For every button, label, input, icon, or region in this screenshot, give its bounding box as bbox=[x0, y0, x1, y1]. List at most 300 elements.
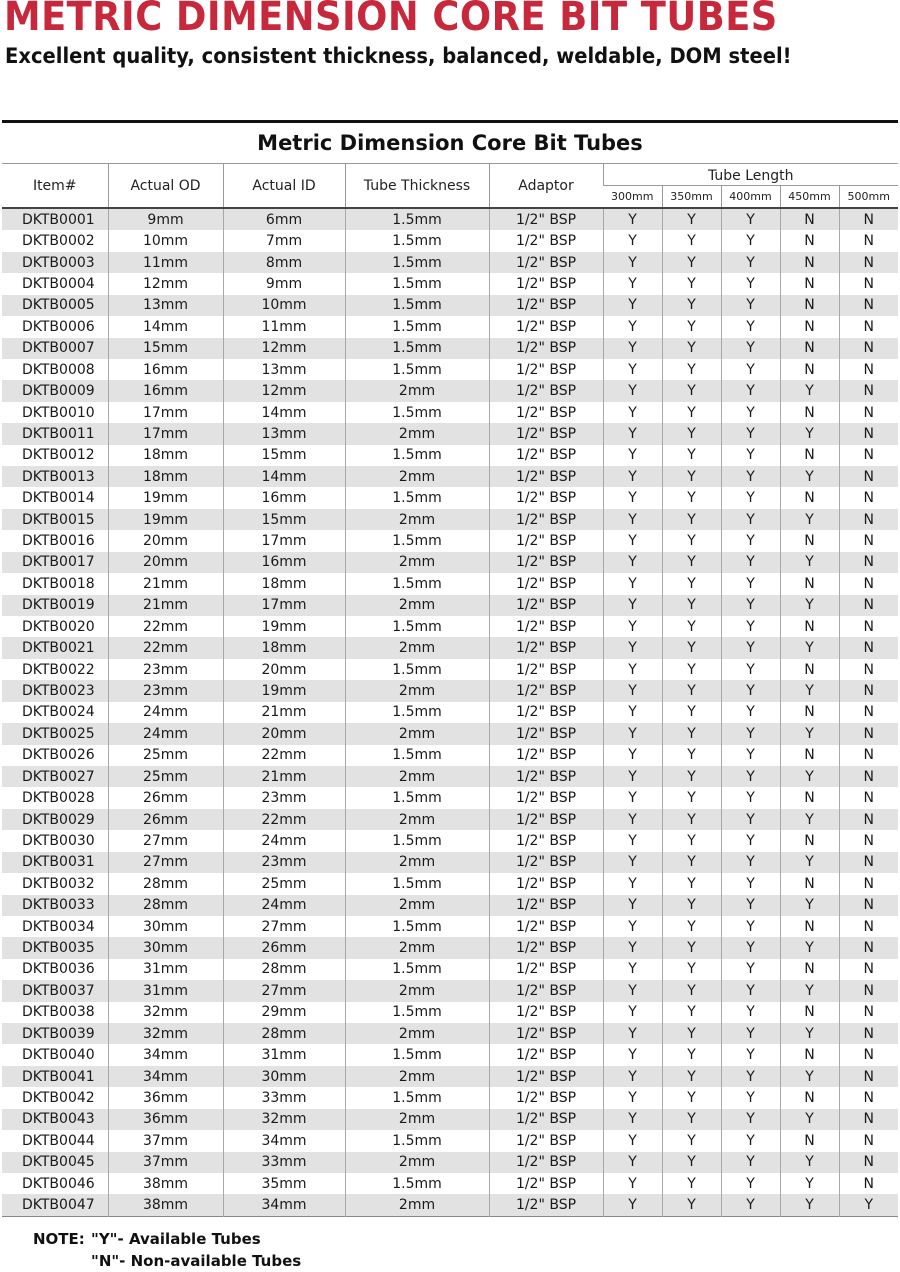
len-350-cell: Y bbox=[662, 445, 721, 466]
thickness-cell: 1.5mm bbox=[345, 445, 489, 466]
len-350-cell: Y bbox=[662, 809, 721, 830]
len-300-cell: Y bbox=[603, 937, 662, 958]
table-row bbox=[2, 873, 898, 894]
adaptor-cell: 1/2" BSP bbox=[489, 573, 603, 594]
len-450-cell: Y bbox=[780, 1109, 839, 1130]
id-cell: 22mm bbox=[223, 745, 345, 766]
thickness-cell: 2mm bbox=[345, 466, 489, 487]
len-350-cell: Y bbox=[662, 573, 721, 594]
thickness-cell: 1.5mm bbox=[345, 273, 489, 294]
len-400-cell: Y bbox=[721, 959, 780, 980]
id-cell: 32mm bbox=[223, 1109, 345, 1130]
item-cell: DKTB0004 bbox=[2, 273, 108, 294]
len-300-cell: Y bbox=[603, 445, 662, 466]
len-450-cell: Y bbox=[780, 637, 839, 658]
item-cell: DKTB0026 bbox=[2, 745, 108, 766]
od-cell: 37mm bbox=[108, 1130, 223, 1151]
adaptor-cell: 1/2" BSP bbox=[489, 616, 603, 637]
id-cell: 28mm bbox=[223, 959, 345, 980]
len-500-cell: N bbox=[839, 659, 898, 680]
len-400-cell: Y bbox=[721, 552, 780, 573]
thickness-cell: 1.5mm bbox=[345, 702, 489, 723]
len-500-cell: N bbox=[839, 895, 898, 916]
len-300-cell: Y bbox=[603, 1109, 662, 1130]
od-cell: 38mm bbox=[108, 1173, 223, 1194]
len-300-cell: Y bbox=[603, 423, 662, 444]
len-500-cell: N bbox=[839, 830, 898, 851]
thickness-cell: 2mm bbox=[345, 1109, 489, 1130]
table-row bbox=[2, 616, 898, 637]
table-row bbox=[2, 552, 898, 573]
table-row bbox=[2, 1109, 898, 1130]
len-300-cell: Y bbox=[603, 787, 662, 808]
len-400-cell: Y bbox=[721, 252, 780, 273]
len-350-cell: Y bbox=[662, 980, 721, 1001]
item-cell: DKTB0002 bbox=[2, 230, 108, 251]
len-300-cell: Y bbox=[603, 552, 662, 573]
note-line-unavailable: "N"- Non-available Tubes bbox=[91, 1252, 302, 1270]
od-cell: 13mm bbox=[108, 295, 223, 316]
od-cell: 34mm bbox=[108, 1044, 223, 1065]
len-400-cell: Y bbox=[721, 1044, 780, 1065]
od-cell: 20mm bbox=[108, 530, 223, 551]
len-300-cell: Y bbox=[603, 1152, 662, 1173]
len-500-cell: N bbox=[839, 937, 898, 958]
table-row bbox=[2, 1023, 898, 1044]
id-cell: 9mm bbox=[223, 273, 345, 294]
len-300-cell: Y bbox=[603, 509, 662, 530]
item-cell: DKTB0007 bbox=[2, 338, 108, 359]
item-cell: DKTB0028 bbox=[2, 787, 108, 808]
len-400-cell: Y bbox=[721, 487, 780, 508]
len-400-cell: Y bbox=[721, 1066, 780, 1087]
len-450-cell: N bbox=[780, 873, 839, 894]
len-400-cell: Y bbox=[721, 787, 780, 808]
id-cell: 35mm bbox=[223, 1173, 345, 1194]
thickness-cell: 1.5mm bbox=[345, 359, 489, 380]
table-row bbox=[2, 852, 898, 873]
id-cell: 34mm bbox=[223, 1130, 345, 1151]
id-cell: 19mm bbox=[223, 616, 345, 637]
thickness-cell: 2mm bbox=[345, 380, 489, 401]
len-450-cell: N bbox=[780, 787, 839, 808]
table-row bbox=[2, 509, 898, 530]
id-cell: 26mm bbox=[223, 937, 345, 958]
note-label: NOTE: bbox=[33, 1230, 85, 1248]
od-cell: 34mm bbox=[108, 1066, 223, 1087]
adaptor-cell: 1/2" BSP bbox=[489, 937, 603, 958]
len-350-cell: Y bbox=[662, 316, 721, 337]
thickness-cell: 2mm bbox=[345, 980, 489, 1001]
len-450-cell: Y bbox=[780, 466, 839, 487]
adaptor-cell: 1/2" BSP bbox=[489, 895, 603, 916]
table-row bbox=[2, 338, 898, 359]
len-350-cell: Y bbox=[662, 766, 721, 787]
adaptor-cell: 1/2" BSP bbox=[489, 316, 603, 337]
id-cell: 33mm bbox=[223, 1087, 345, 1108]
len-500-cell: N bbox=[839, 380, 898, 401]
len-450-cell: Y bbox=[780, 1152, 839, 1173]
od-cell: 25mm bbox=[108, 745, 223, 766]
table-row bbox=[2, 830, 898, 851]
col-header-length: 450mm bbox=[780, 186, 839, 209]
thickness-cell: 1.5mm bbox=[345, 230, 489, 251]
len-500-cell: N bbox=[839, 530, 898, 551]
adaptor-cell: 1/2" BSP bbox=[489, 916, 603, 937]
len-450-cell: N bbox=[780, 573, 839, 594]
item-cell: DKTB0046 bbox=[2, 1173, 108, 1194]
len-400-cell: Y bbox=[721, 1087, 780, 1108]
len-350-cell: Y bbox=[662, 1130, 721, 1151]
thickness-cell: 1.5mm bbox=[345, 745, 489, 766]
len-300-cell: Y bbox=[603, 273, 662, 294]
od-cell: 20mm bbox=[108, 552, 223, 573]
thickness-cell: 2mm bbox=[345, 1066, 489, 1087]
len-400-cell: Y bbox=[721, 830, 780, 851]
od-cell: 22mm bbox=[108, 637, 223, 658]
len-300-cell: Y bbox=[603, 380, 662, 401]
len-500-cell: N bbox=[839, 852, 898, 873]
len-500-cell: N bbox=[839, 723, 898, 744]
len-500-cell: N bbox=[839, 230, 898, 251]
item-cell: DKTB0038 bbox=[2, 1002, 108, 1023]
od-cell: 30mm bbox=[108, 916, 223, 937]
len-350-cell: Y bbox=[662, 873, 721, 894]
len-450-cell: Y bbox=[780, 1066, 839, 1087]
len-300-cell: Y bbox=[603, 680, 662, 701]
table-row bbox=[2, 487, 898, 508]
thickness-cell: 2mm bbox=[345, 895, 489, 916]
thickness-cell: 1.5mm bbox=[345, 830, 489, 851]
len-350-cell: Y bbox=[662, 702, 721, 723]
tube-table bbox=[2, 163, 898, 1217]
id-cell: 24mm bbox=[223, 895, 345, 916]
table-row bbox=[2, 1130, 898, 1151]
id-cell: 7mm bbox=[223, 230, 345, 251]
col-header-length: 300mm bbox=[603, 186, 662, 209]
id-cell: 15mm bbox=[223, 509, 345, 530]
len-400-cell: Y bbox=[721, 595, 780, 616]
id-cell: 24mm bbox=[223, 830, 345, 851]
len-300-cell: Y bbox=[603, 809, 662, 830]
table-row bbox=[2, 787, 898, 808]
id-cell: 27mm bbox=[223, 916, 345, 937]
len-450-cell: N bbox=[780, 702, 839, 723]
table-row bbox=[2, 680, 898, 701]
id-cell: 10mm bbox=[223, 295, 345, 316]
adaptor-cell: 1/2" BSP bbox=[489, 637, 603, 658]
len-400-cell: Y bbox=[721, 873, 780, 894]
len-400-cell: Y bbox=[721, 745, 780, 766]
table-row bbox=[2, 595, 898, 616]
od-cell: 24mm bbox=[108, 702, 223, 723]
item-cell: DKTB0041 bbox=[2, 1066, 108, 1087]
len-350-cell: Y bbox=[662, 359, 721, 380]
item-cell: DKTB0003 bbox=[2, 252, 108, 273]
adaptor-cell: 1/2" BSP bbox=[489, 380, 603, 401]
len-300-cell: Y bbox=[603, 466, 662, 487]
len-300-cell: Y bbox=[603, 338, 662, 359]
len-450-cell: Y bbox=[780, 380, 839, 401]
len-350-cell: Y bbox=[662, 637, 721, 658]
len-300-cell: Y bbox=[603, 637, 662, 658]
od-cell: 31mm bbox=[108, 959, 223, 980]
len-500-cell: N bbox=[839, 316, 898, 337]
id-cell: 18mm bbox=[223, 637, 345, 658]
table-row bbox=[2, 702, 898, 723]
table-row bbox=[2, 745, 898, 766]
len-350-cell: Y bbox=[662, 402, 721, 423]
table-row bbox=[2, 937, 898, 958]
adaptor-cell: 1/2" BSP bbox=[489, 1194, 603, 1216]
table-row bbox=[2, 208, 898, 230]
item-cell: DKTB0017 bbox=[2, 552, 108, 573]
len-300-cell: Y bbox=[603, 402, 662, 423]
adaptor-cell: 1/2" BSP bbox=[489, 402, 603, 423]
item-cell: DKTB0016 bbox=[2, 530, 108, 551]
len-350-cell: Y bbox=[662, 937, 721, 958]
thickness-cell: 1.5mm bbox=[345, 1087, 489, 1108]
item-cell: DKTB0029 bbox=[2, 809, 108, 830]
len-300-cell: Y bbox=[603, 659, 662, 680]
adaptor-cell: 1/2" BSP bbox=[489, 208, 603, 230]
table-row bbox=[2, 573, 898, 594]
len-500-cell: N bbox=[839, 1044, 898, 1065]
col-group-tube-length: Tube Length bbox=[603, 164, 898, 186]
availability-note bbox=[33, 1228, 301, 1272]
table-body bbox=[2, 208, 898, 1216]
len-350-cell: Y bbox=[662, 595, 721, 616]
page-subtitle: Excellent quality, consistent thickness, balanced, weldable, DOM steel! bbox=[5, 44, 792, 68]
od-cell: 31mm bbox=[108, 980, 223, 1001]
thickness-cell: 1.5mm bbox=[345, 295, 489, 316]
len-300-cell: Y bbox=[603, 959, 662, 980]
len-500-cell: N bbox=[839, 787, 898, 808]
item-cell: DKTB0024 bbox=[2, 702, 108, 723]
len-350-cell: Y bbox=[662, 745, 721, 766]
table-row bbox=[2, 959, 898, 980]
thickness-cell: 2mm bbox=[345, 595, 489, 616]
col-header-actual-id: Actual ID bbox=[223, 164, 345, 209]
len-450-cell: Y bbox=[780, 680, 839, 701]
table-row bbox=[2, 530, 898, 551]
len-400-cell: Y bbox=[721, 380, 780, 401]
len-350-cell: Y bbox=[662, 1023, 721, 1044]
id-cell: 6mm bbox=[223, 208, 345, 230]
od-cell: 26mm bbox=[108, 809, 223, 830]
id-cell: 16mm bbox=[223, 552, 345, 573]
len-350-cell: Y bbox=[662, 295, 721, 316]
id-cell: 12mm bbox=[223, 380, 345, 401]
len-350-cell: Y bbox=[662, 252, 721, 273]
adaptor-cell: 1/2" BSP bbox=[489, 338, 603, 359]
item-cell: DKTB0020 bbox=[2, 616, 108, 637]
od-cell: 37mm bbox=[108, 1152, 223, 1173]
len-400-cell: Y bbox=[721, 402, 780, 423]
len-500-cell: N bbox=[839, 273, 898, 294]
len-450-cell: Y bbox=[780, 766, 839, 787]
len-500-cell: N bbox=[839, 487, 898, 508]
id-cell: 25mm bbox=[223, 873, 345, 894]
len-400-cell: Y bbox=[721, 359, 780, 380]
len-500-cell: N bbox=[839, 745, 898, 766]
od-cell: 32mm bbox=[108, 1002, 223, 1023]
id-cell: 14mm bbox=[223, 402, 345, 423]
len-500-cell: N bbox=[839, 702, 898, 723]
item-cell: DKTB0018 bbox=[2, 573, 108, 594]
table-row bbox=[2, 1152, 898, 1173]
item-cell: DKTB0043 bbox=[2, 1109, 108, 1130]
len-500-cell: N bbox=[839, 466, 898, 487]
len-450-cell: Y bbox=[780, 852, 839, 873]
len-350-cell: Y bbox=[662, 487, 721, 508]
len-300-cell: Y bbox=[603, 1044, 662, 1065]
len-450-cell: N bbox=[780, 338, 839, 359]
od-cell: 27mm bbox=[108, 830, 223, 851]
len-300-cell: Y bbox=[603, 702, 662, 723]
thickness-cell: 2mm bbox=[345, 766, 489, 787]
table-row bbox=[2, 637, 898, 658]
len-450-cell: N bbox=[780, 530, 839, 551]
od-cell: 12mm bbox=[108, 273, 223, 294]
thickness-cell: 1.5mm bbox=[345, 487, 489, 508]
len-450-cell: N bbox=[780, 959, 839, 980]
len-300-cell: Y bbox=[603, 1002, 662, 1023]
len-300-cell: Y bbox=[603, 573, 662, 594]
od-cell: 23mm bbox=[108, 659, 223, 680]
adaptor-cell: 1/2" BSP bbox=[489, 595, 603, 616]
item-cell: DKTB0042 bbox=[2, 1087, 108, 1108]
len-350-cell: Y bbox=[662, 680, 721, 701]
thickness-cell: 2mm bbox=[345, 509, 489, 530]
len-300-cell: Y bbox=[603, 1023, 662, 1044]
len-350-cell: Y bbox=[662, 423, 721, 444]
adaptor-cell: 1/2" BSP bbox=[489, 530, 603, 551]
table-row bbox=[2, 359, 898, 380]
id-cell: 12mm bbox=[223, 338, 345, 359]
len-500-cell: N bbox=[839, 423, 898, 444]
len-350-cell: Y bbox=[662, 230, 721, 251]
len-300-cell: Y bbox=[603, 980, 662, 1001]
len-300-cell: Y bbox=[603, 745, 662, 766]
adaptor-cell: 1/2" BSP bbox=[489, 980, 603, 1001]
id-cell: 29mm bbox=[223, 1002, 345, 1023]
id-cell: 23mm bbox=[223, 787, 345, 808]
len-450-cell: Y bbox=[780, 937, 839, 958]
len-300-cell: Y bbox=[603, 316, 662, 337]
table-row bbox=[2, 1002, 898, 1023]
id-cell: 13mm bbox=[223, 423, 345, 444]
adaptor-cell: 1/2" BSP bbox=[489, 702, 603, 723]
item-cell: DKTB0031 bbox=[2, 852, 108, 873]
len-450-cell: Y bbox=[780, 1023, 839, 1044]
item-cell: DKTB0015 bbox=[2, 509, 108, 530]
len-400-cell: Y bbox=[721, 1023, 780, 1044]
col-header-adaptor: Adaptor bbox=[489, 164, 603, 209]
len-450-cell: Y bbox=[780, 552, 839, 573]
len-300-cell: Y bbox=[603, 487, 662, 508]
adaptor-cell: 1/2" BSP bbox=[489, 1152, 603, 1173]
id-cell: 11mm bbox=[223, 316, 345, 337]
table-row bbox=[2, 980, 898, 1001]
len-500-cell: N bbox=[839, 616, 898, 637]
item-cell: DKTB0032 bbox=[2, 873, 108, 894]
thickness-cell: 2mm bbox=[345, 1152, 489, 1173]
od-cell: 21mm bbox=[108, 595, 223, 616]
thickness-cell: 1.5mm bbox=[345, 208, 489, 230]
len-350-cell: Y bbox=[662, 830, 721, 851]
note-line-available: "Y"- Available Tubes bbox=[91, 1230, 261, 1248]
table-row bbox=[2, 466, 898, 487]
thickness-cell: 1.5mm bbox=[345, 1173, 489, 1194]
len-500-cell: N bbox=[839, 295, 898, 316]
len-500-cell: N bbox=[839, 359, 898, 380]
len-400-cell: Y bbox=[721, 895, 780, 916]
len-500-cell: N bbox=[839, 1066, 898, 1087]
id-cell: 23mm bbox=[223, 852, 345, 873]
thickness-cell: 1.5mm bbox=[345, 616, 489, 637]
len-300-cell: Y bbox=[603, 1194, 662, 1216]
len-400-cell: Y bbox=[721, 659, 780, 680]
len-500-cell: N bbox=[839, 680, 898, 701]
item-cell: DKTB0010 bbox=[2, 402, 108, 423]
table-row bbox=[2, 1066, 898, 1087]
od-cell: 22mm bbox=[108, 616, 223, 637]
len-400-cell: Y bbox=[721, 273, 780, 294]
len-350-cell: Y bbox=[662, 1173, 721, 1194]
len-450-cell: Y bbox=[780, 809, 839, 830]
len-500-cell: N bbox=[839, 1130, 898, 1151]
adaptor-cell: 1/2" BSP bbox=[489, 487, 603, 508]
len-400-cell: Y bbox=[721, 1173, 780, 1194]
len-450-cell: N bbox=[780, 230, 839, 251]
od-cell: 23mm bbox=[108, 680, 223, 701]
len-400-cell: Y bbox=[721, 316, 780, 337]
od-cell: 28mm bbox=[108, 873, 223, 894]
item-cell: DKTB0047 bbox=[2, 1194, 108, 1216]
len-450-cell: Y bbox=[780, 723, 839, 744]
tube-table-section bbox=[2, 120, 898, 1217]
len-450-cell: Y bbox=[780, 509, 839, 530]
od-cell: 25mm bbox=[108, 766, 223, 787]
table-row bbox=[2, 809, 898, 830]
len-450-cell: N bbox=[780, 445, 839, 466]
len-350-cell: Y bbox=[662, 380, 721, 401]
len-500-cell: N bbox=[839, 445, 898, 466]
item-cell: DKTB0001 bbox=[2, 208, 108, 230]
item-cell: DKTB0044 bbox=[2, 1130, 108, 1151]
len-300-cell: Y bbox=[603, 208, 662, 230]
col-header-tube-thickness: Tube Thickness bbox=[345, 164, 489, 209]
len-300-cell: Y bbox=[603, 252, 662, 273]
od-cell: 32mm bbox=[108, 1023, 223, 1044]
id-cell: 17mm bbox=[223, 530, 345, 551]
od-cell: 30mm bbox=[108, 937, 223, 958]
thickness-cell: 1.5mm bbox=[345, 1002, 489, 1023]
thickness-cell: 1.5mm bbox=[345, 1044, 489, 1065]
len-450-cell: N bbox=[780, 1130, 839, 1151]
adaptor-cell: 1/2" BSP bbox=[489, 680, 603, 701]
item-cell: DKTB0008 bbox=[2, 359, 108, 380]
len-450-cell: Y bbox=[780, 980, 839, 1001]
len-400-cell: Y bbox=[721, 466, 780, 487]
od-cell: 21mm bbox=[108, 573, 223, 594]
len-400-cell: Y bbox=[721, 423, 780, 444]
od-cell: 15mm bbox=[108, 338, 223, 359]
len-450-cell: Y bbox=[780, 1194, 839, 1216]
od-cell: 24mm bbox=[108, 723, 223, 744]
od-cell: 27mm bbox=[108, 852, 223, 873]
